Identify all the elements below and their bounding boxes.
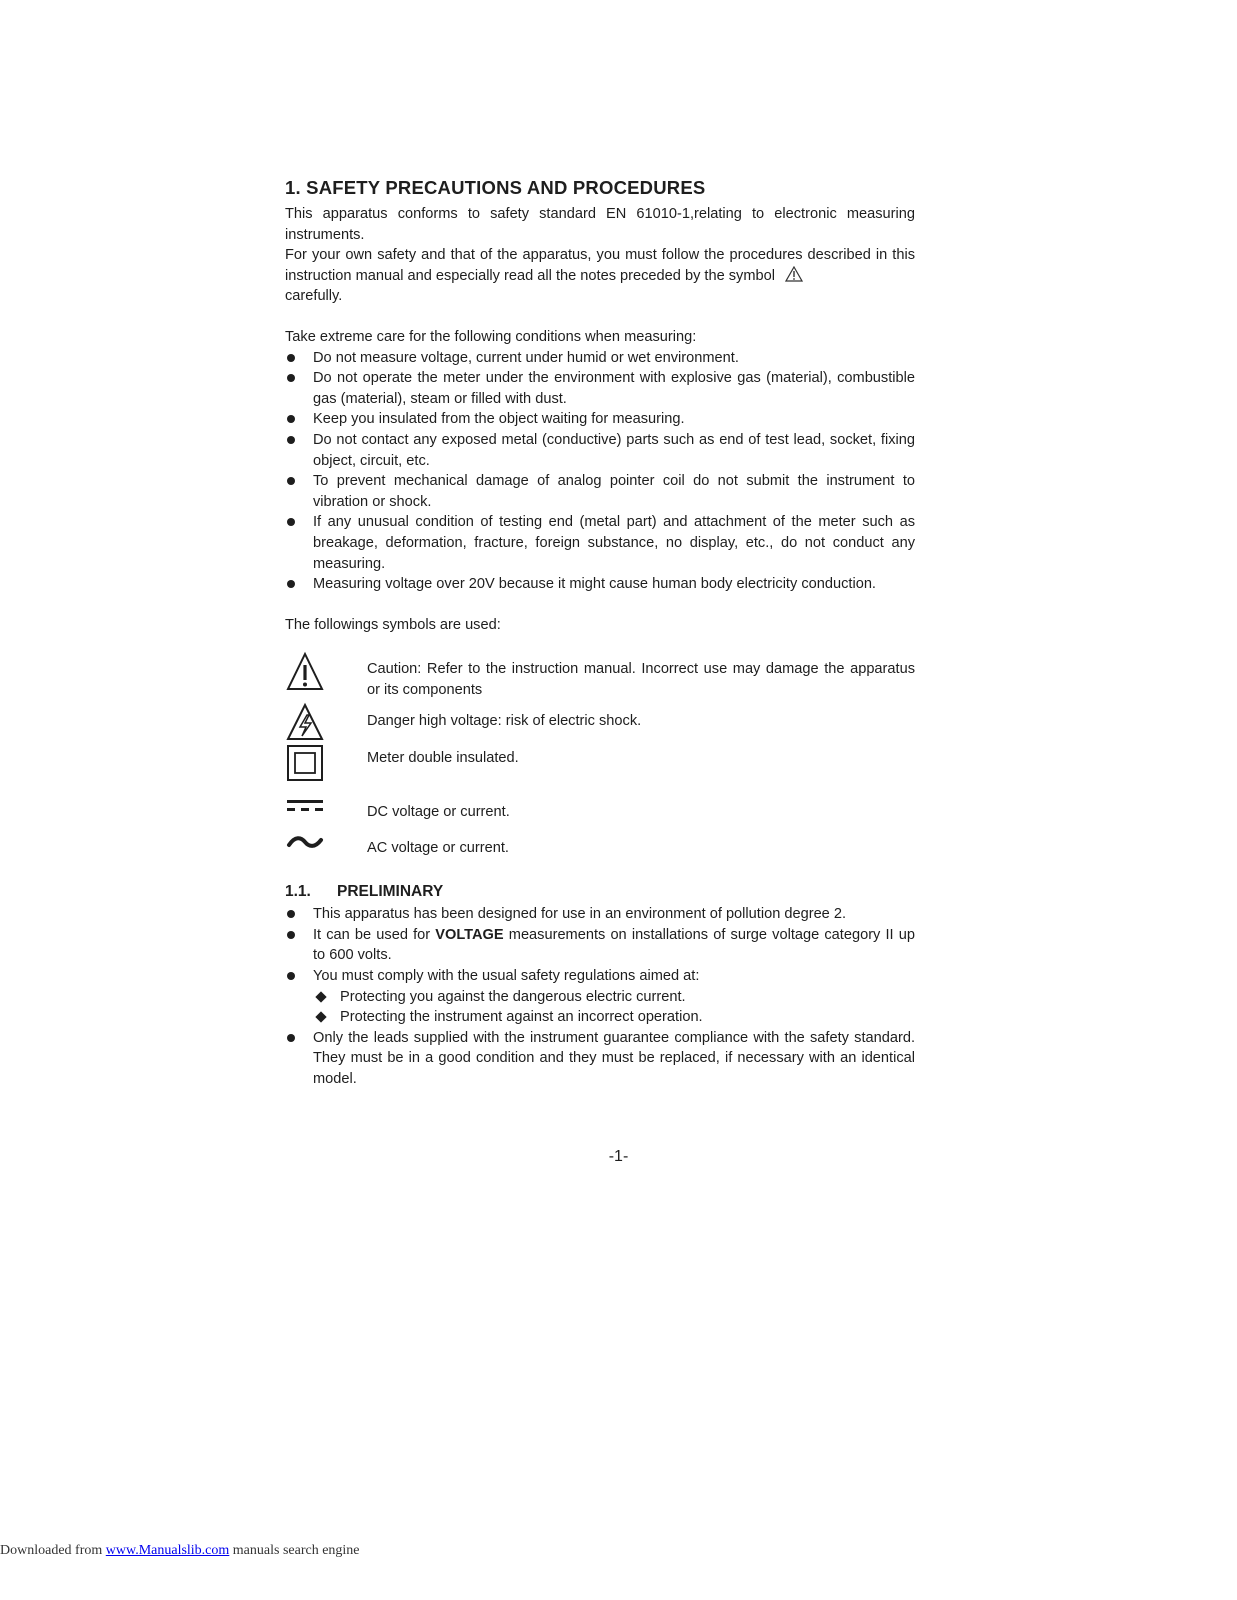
list-item: This apparatus has been designed for use in an environment of pollution degree 2. <box>285 904 915 925</box>
item-text: You must comply with the usual safety regulations aimed at: <box>313 968 700 985</box>
conditions-lead: Take extreme care for the following conditions when measuring: <box>285 328 697 345</box>
item-text: measurements on installations of surge voltage category II up to 600 volts. <box>313 926 915 964</box>
ac-symbol-icon <box>285 834 325 852</box>
intro-paragraph-2-end: carefully. <box>285 288 343 305</box>
list-item: Do not operate the meter under the environment with explosive gas (material), combustible gas (material), steam or filled with dust. <box>285 368 915 409</box>
symbol-row-ac <box>285 838 915 866</box>
list-item: Measuring voltage over 20V because it might cause human body electricity conduction. <box>285 574 915 595</box>
high-voltage-triangle-icon <box>285 702 325 742</box>
symbol-dc-text: DC voltage or current. <box>367 804 510 821</box>
symbol-caution-text: Caution: Refer to the instruction manual. Incorrect use may damage the apparatus or its components <box>367 661 915 698</box>
caution-triangle-icon <box>285 651 325 693</box>
list-item: Keep you insulated from the object waiting for measuring. <box>285 409 915 430</box>
list-item: Do not contact any exposed metal (conductive) parts such as end of test lead, socket, fixing object, circuit, etc. <box>285 430 915 471</box>
sub-list-item: Protecting you against the dangerous electric current. <box>313 987 915 1008</box>
list-item: Do not measure voltage, current under humid or wet environment. <box>285 348 915 369</box>
subsection-number: 1.1. <box>285 883 311 901</box>
intro-paragraph-1: This apparatus conforms to safety standard EN 61010-1,relating to electronic measuring instruments. <box>285 206 915 243</box>
symbol-high-voltage-text: Danger high voltage: risk of electric shock. <box>367 713 642 730</box>
conditions-list <box>285 348 915 595</box>
list-item <box>285 925 915 966</box>
list-item: Only the leads supplied with the instrument guarantee compliance with the safety standard. They must be in a good condition and they must be replaced, if necessary with an identical model. <box>285 1028 915 1090</box>
preliminary-list <box>285 904 915 1089</box>
list-item: To prevent mechanical damage of analog pointer coil do not submit the instrument to vibration or shock. <box>285 471 915 512</box>
manualslib-link[interactable]: www.Manualslib.com <box>105 1543 230 1558</box>
sub-list <box>313 987 915 1028</box>
footer-prefix: Downloaded from <box>0 1543 106 1558</box>
symbol-row-caution <box>285 659 915 711</box>
page-number: -1- <box>608 1148 629 1165</box>
dc-symbol-icon <box>285 796 325 816</box>
list-item <box>285 966 915 1028</box>
section-title: 1. SAFETY PRECAUTIONS AND PROCEDURES <box>285 177 706 198</box>
symbols-list <box>285 659 915 866</box>
symbols-lead: The followings symbols are used: <box>285 616 501 633</box>
subsection-title: PRELIMINARY <box>337 883 444 901</box>
intro-paragraph-2 <box>285 245 915 307</box>
symbol-ac-text: AC voltage or current. <box>367 840 509 857</box>
symbol-double-insulated-text: Meter double insulated. <box>367 750 519 767</box>
double-insulated-icon <box>285 743 325 783</box>
voltage-emphasis: VOLTAGE <box>435 926 504 943</box>
document-page <box>285 176 915 1090</box>
list-item: If any unusual condition of testing end (metal part) and attachment of the meter such as breakage, deformation, fracture, foreign substance, no display, etc., do not conduct any measuring. <box>285 512 915 574</box>
intro-paragraph-2-text: For your own safety and that of the apparatus, you must follow the procedures described in this instruction manual and especially read all the notes preceded by the symbol <box>285 247 915 284</box>
sub-list-item: Protecting the instrument against an incorrect operation. <box>313 1007 915 1028</box>
footer-suffix: manuals search engine <box>229 1543 360 1558</box>
symbol-row-double-insulated <box>285 748 915 802</box>
symbol-row-dc <box>285 802 915 838</box>
footer <box>0 1541 360 1562</box>
subsection-heading <box>285 882 915 902</box>
item-text: It can be used for <box>313 926 436 943</box>
inline-warning-icon <box>785 266 803 282</box>
symbol-row-high-voltage <box>285 711 915 748</box>
